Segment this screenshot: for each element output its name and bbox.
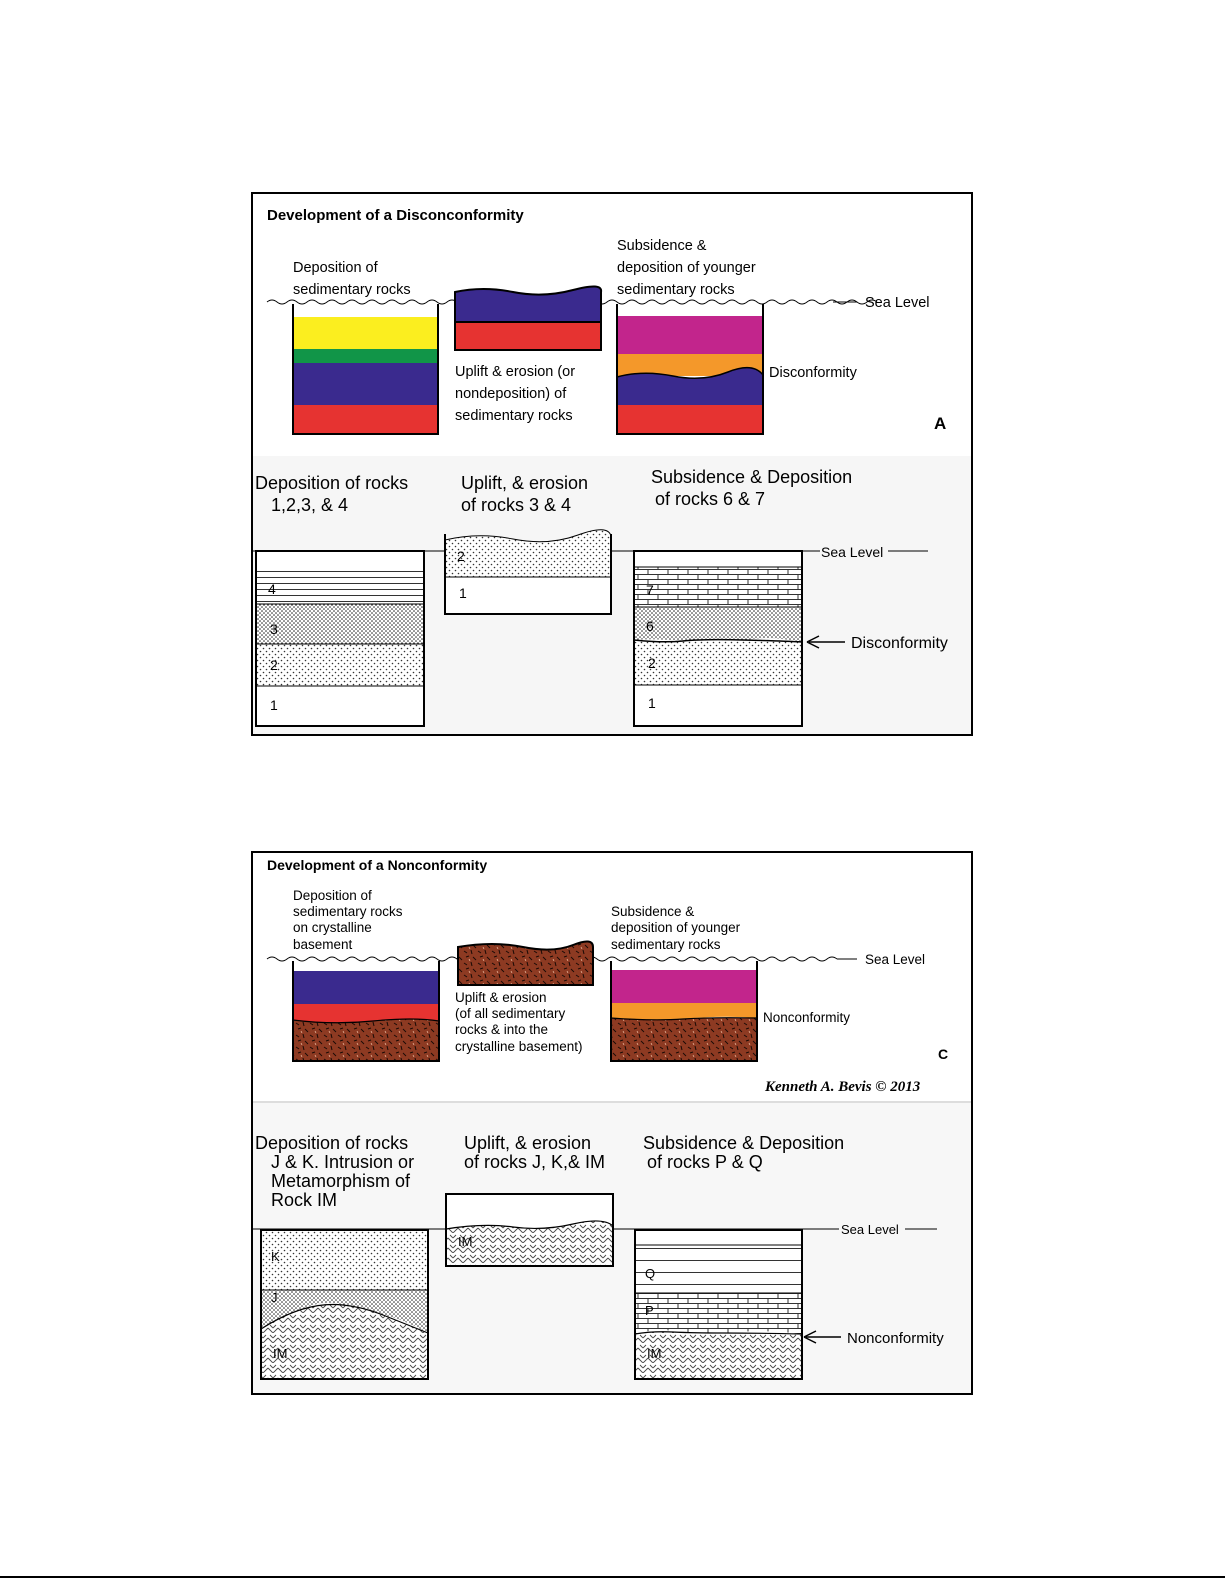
sketch-layer-2: 2 <box>270 657 278 673</box>
sketch-middle-layer-im: IM <box>458 1234 473 1249</box>
sketch-layer-k: K <box>271 1249 280 1264</box>
figure-c-title: Development of a Nonconformity <box>267 857 488 873</box>
column-uplift-c <box>458 941 593 985</box>
sketch-middle-layer-1: 1 <box>459 585 467 601</box>
column-deposition-c <box>293 961 439 1061</box>
sketch-right-layer-p: P <box>645 1303 654 1318</box>
sketch-caption-subsidence-c: Subsidence & Deposition of rocks P & Q <box>643 1133 845 1172</box>
sketch-disconformity-label: Disconformity <box>851 635 948 652</box>
sketch-right-layer-2: 2 <box>648 655 656 671</box>
sketch-caption-deposition-c: Deposition of rocks J & K. Intrusion or Metamorphism of Rock IM <box>255 1133 415 1210</box>
sketch-caption-subsidence: Subsidence & Deposition of rocks 6 & 7 <box>651 467 853 509</box>
sketch-right-layer-q: Q <box>645 1266 656 1281</box>
disconformity-diagram <box>253 194 971 734</box>
sketch-layer-j: J <box>271 1290 278 1305</box>
disconformity-label: Disconformity <box>769 365 857 381</box>
disconformity-figure <box>251 192 973 736</box>
sea-level-label: Sea Level <box>865 295 930 311</box>
sketch-right-layer-6: 6 <box>646 618 654 634</box>
sketch-sea-level-label: Sea Level <box>821 544 884 560</box>
sketch-column-middle <box>445 530 611 614</box>
sketch-sea-level-label-c: Sea Level <box>841 1222 899 1237</box>
sketch-caption-uplift-c: Uplift, & erosion of rocks J, K,& IM <box>464 1133 606 1172</box>
sketch-layer-1: 1 <box>270 697 278 713</box>
sketch-right-layer-7: 7 <box>646 582 654 598</box>
sketch-nonconformity-label: Nonconformity <box>847 1330 944 1347</box>
sketch-layer-4: 4 <box>268 581 276 597</box>
sketch-middle-layer-2: 2 <box>457 548 465 564</box>
column-subsidence-c <box>611 961 757 1061</box>
caption-subsidence-c: Subsidence & deposition of younger sedimentary rocks <box>611 904 741 952</box>
sketch-layer-3: 3 <box>270 621 278 637</box>
nonconformity-label: Nonconformity <box>763 1010 851 1025</box>
sketch-right-layer-1: 1 <box>648 695 656 711</box>
sketch-right-layer-im: IM <box>647 1346 662 1361</box>
nonconformity-diagram <box>253 853 971 1393</box>
caption-deposition: Deposition of sedimentary rocks <box>293 260 411 298</box>
sea-level-label-c: Sea Level <box>865 952 926 967</box>
page-bottom-rule <box>0 1576 1225 1578</box>
figure-a-title: Development of a Disconconformity <box>267 207 524 224</box>
sketch-column-right <box>634 551 802 726</box>
panel-letter-c: C <box>938 1046 949 1062</box>
sketch-layer-im: IM <box>273 1346 288 1361</box>
sketch-caption-deposition: Deposition of rocks 1,2,3, & 4 <box>255 473 409 515</box>
caption-subsidence: Subsidence & deposition of younger sedimentary rocks <box>617 238 756 298</box>
caption-uplift: Uplift & erosion (or nondeposition) of sedimentary rocks <box>455 364 576 424</box>
column-uplift <box>455 286 601 350</box>
caption-uplift-c: Uplift & erosion (of all sedimentary rocks & into the crystalline basement) <box>455 990 583 1054</box>
credit-line: Kenneth A. Bevis © 2013 <box>765 1079 921 1095</box>
panel-letter-a: A <box>934 414 947 433</box>
column-deposition <box>293 304 438 434</box>
column-subsidence <box>617 304 763 434</box>
sketch-column-middle-c <box>446 1194 613 1266</box>
sketch-caption-uplift: Uplift, & erosion of rocks 3 & 4 <box>461 473 589 515</box>
nonconformity-figure <box>251 851 973 1395</box>
sketch-column-left <box>256 551 424 726</box>
caption-deposition-c: Deposition of sedimentary rocks on crystalline basement <box>293 888 403 952</box>
